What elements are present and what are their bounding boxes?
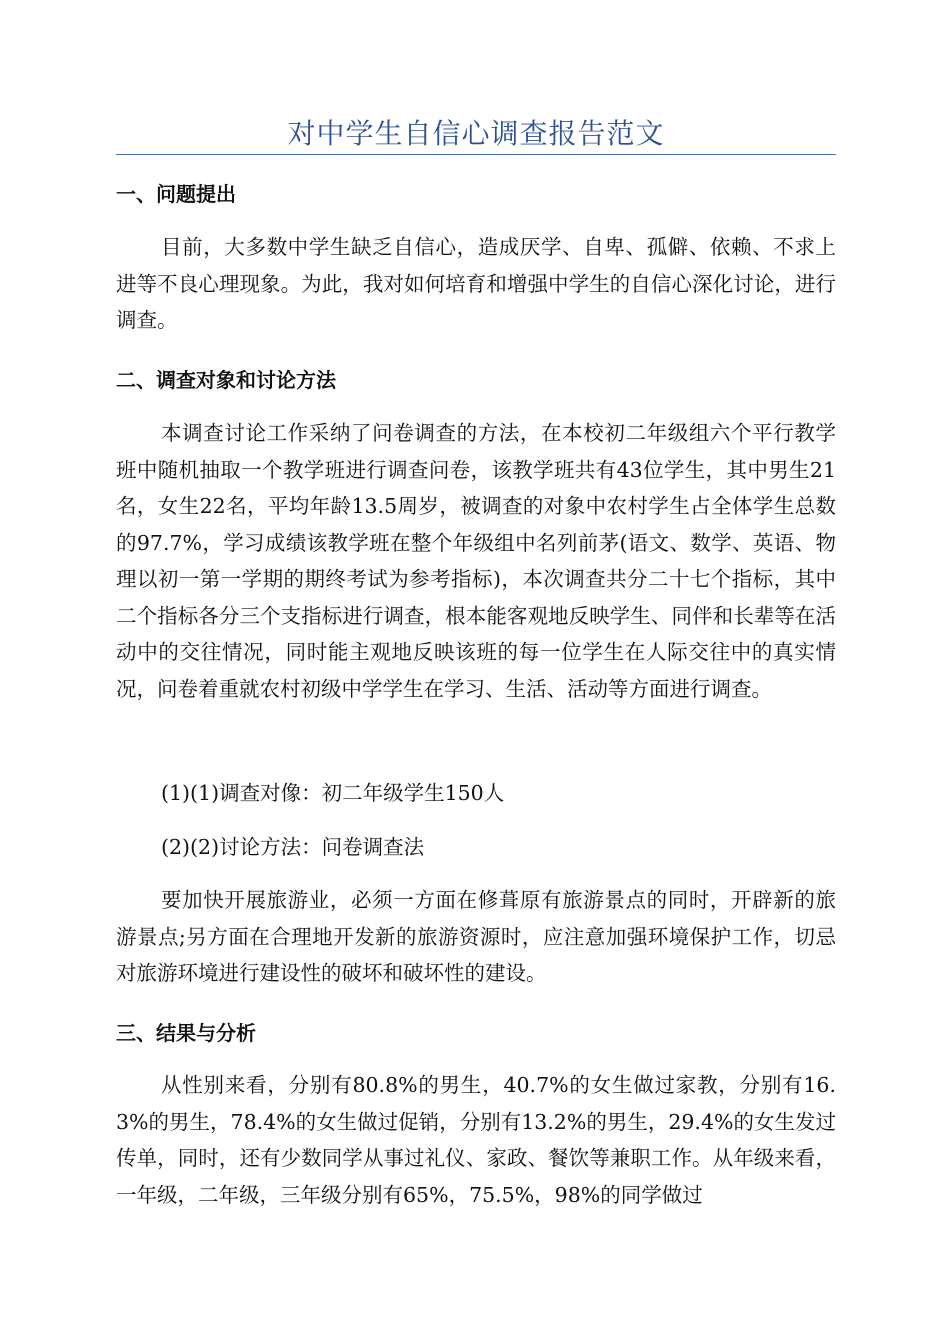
section-3-paragraph: 从性别来看，分别有80.8%的男生，40.7%的女生做过家教，分别有16.3%的男生，78.4%的女生做过促销，分别有13.2%的男生，29.4%的女生发过传单，同时，还有少数同学从事过礼仪、家政、餐饮等兼职工作。从年级来看，一年级，二年级，三年级分别有65%，75.5%，98%的同学做过 [116,1073,836,1207]
section-2-item-2: (2)(2)讨论方法：问卷调查法 [161,835,425,859]
document-title: 对中学生自信心调查报告范文 [287,117,665,150]
title-underline [116,154,836,155]
section-heading-1: 一、问题提出 [116,182,236,206]
section-heading-2: 二、调查对象和讨论方法 [116,368,336,392]
section-2-item-1: (1)(1)调查对像：初二年级学生150人 [161,781,505,805]
section-2-extra-paragraph: 要加快开展旅游业，必须一方面在修葺原有旅游景点的同时，开辟新的旅游景点;另方面在合理地开发新的旅游资源时，应注意加强环境保护工作，切忌对旅游环境进行建设性的破坏和破坏性的建设。 [116,888,836,985]
section-2-paragraph: 本调查讨论工作采纳了问卷调查的方法，在本校初二年级组六个平行教学班中随机抽取一个教学班进行调查问卷，该教学班共有43位学生，其中男生21名，女生22名，平均年龄13.5周岁，被调查的对象中农村学生占全体学生总数的97.7%，学习成绩该教学班在整个年级组中名列前茅(语文、数学、英语、物理以初一第一学期的期终考试为参考指标)，本次调查共分二十七个指标，其中二个指标各分三个支指标进行调查，根本能客观地反映学生、同伴和长辈等在活动中的交往情况，同时能主观地反映该班的每一位学生在人际交往中的真实情况，问卷着重就农村初级中学学生在学习、生活、活动等方面进行调查。 [116,421,836,701]
section-heading-3: 三、结果与分析 [116,1021,256,1045]
section-1-paragraph: 目前，大多数中学生缺乏自信心，造成厌学、自卑、孤僻、依赖、不求上进等不良心理现象。为此，我对如何培育和增强中学生的自信心深化讨论，进行调查。 [116,235,836,332]
